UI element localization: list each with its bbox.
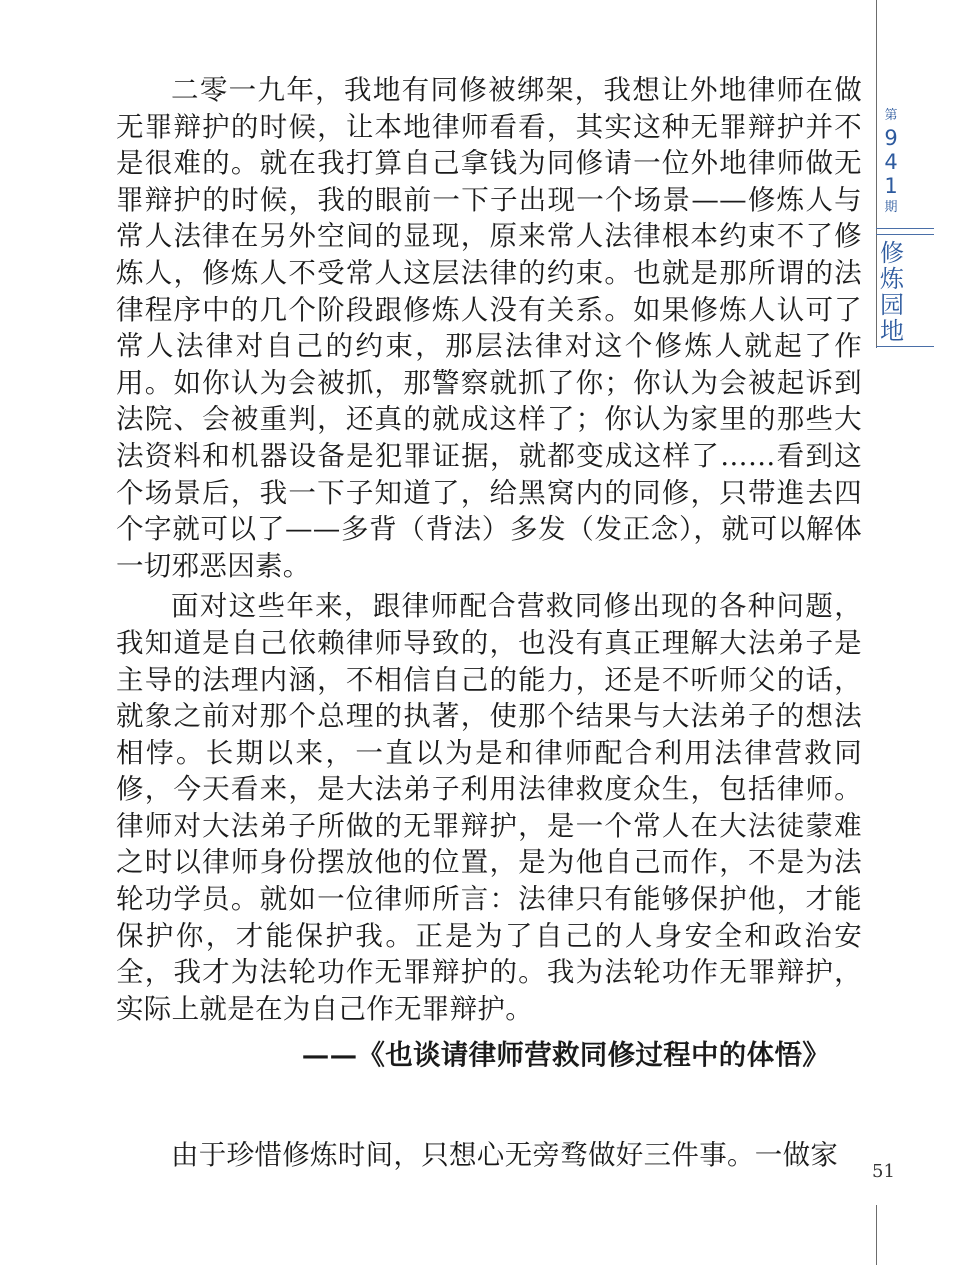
sidebar-divider-2 <box>876 234 934 235</box>
sidebar-divider-3 <box>876 346 934 347</box>
issue-marker <box>876 108 906 216</box>
article-source: ——《也谈请律师营救同修过程中的体悟》 <box>301 1039 830 1072</box>
page-number: 51 <box>872 1161 895 1182</box>
issue-prefix: 第 <box>884 108 898 123</box>
column-title: 修炼园地 <box>880 239 904 345</box>
article-paragraph-3: 由于珍惜修炼时间，只想心无旁骛做好三件事。一做家 <box>171 1139 839 1172</box>
issue-number: 941 <box>884 126 898 198</box>
sidebar-divider-1 <box>876 228 934 229</box>
margin-rule-bottom <box>876 1205 877 1265</box>
article-body <box>116 72 862 1174</box>
article-paragraph-1: 二零一九年，我地有同修被绑架，我想让外地律师在做无罪辩护的时候，让本地律师看看，其实这种无罪辩护并不是很难的。就在我打算自己拿钱为同修请一位外地律师做无罪辩护的时候，我的眼前一下子出现一个场景——修炼人与常人法律在另外空间的显现，原来常人法律根本约束不了修炼人，修炼人不受常人这层法律的约束。也就是那所谓的法律程序中的几个阶段跟修炼人没有关系。如果修炼人认可了常人法律对自己的约束，那层法律对这个修炼人就起了作用。如你认为会被抓，那警察就抓了你；你认为会被起诉到法院、会被重判，还真的就成这样了；你认为家里的那些大法资料和机器设备是犯罪证据，就都变成这样了……看到这个场景后，我一下子知道了，给黑窝内的同修，只带進去四个字就可以了——多背（背法）多发（发正念），就可以解体一切邪恶因素。 <box>116 74 862 582</box>
issue-suffix: 期 <box>884 200 898 215</box>
article-paragraph-2: 面对这些年来，跟律师配合营救同修出现的各种问题，我知道是自己依赖律师导致的，也没有真正理解大法弟子是主导的法理内涵，不相信自己的能力，还是不听师父的话，就象之前对那个总理的执著，使那个结果与大法弟子的想法相悖。长期以来，一直以为是和律师配合利用法律营救同修，今天看来，是大法弟子利用法律救度众生，包括律师。律师对大法弟子所做的无罪辩护，是一个常人在大法徒蒙难之时以律师身份摆放他的位置，是为他自己而作，不是为法轮功学员。就如一位律师所言：法律只有能够保护他，才能保护你，才能保护我。正是为了自己的人身安全和政治安全，我才为法轮功作无罪辩护的。我为法轮功作无罪辩护，实际上就是在为自己作无罪辩护。 <box>116 590 862 1025</box>
